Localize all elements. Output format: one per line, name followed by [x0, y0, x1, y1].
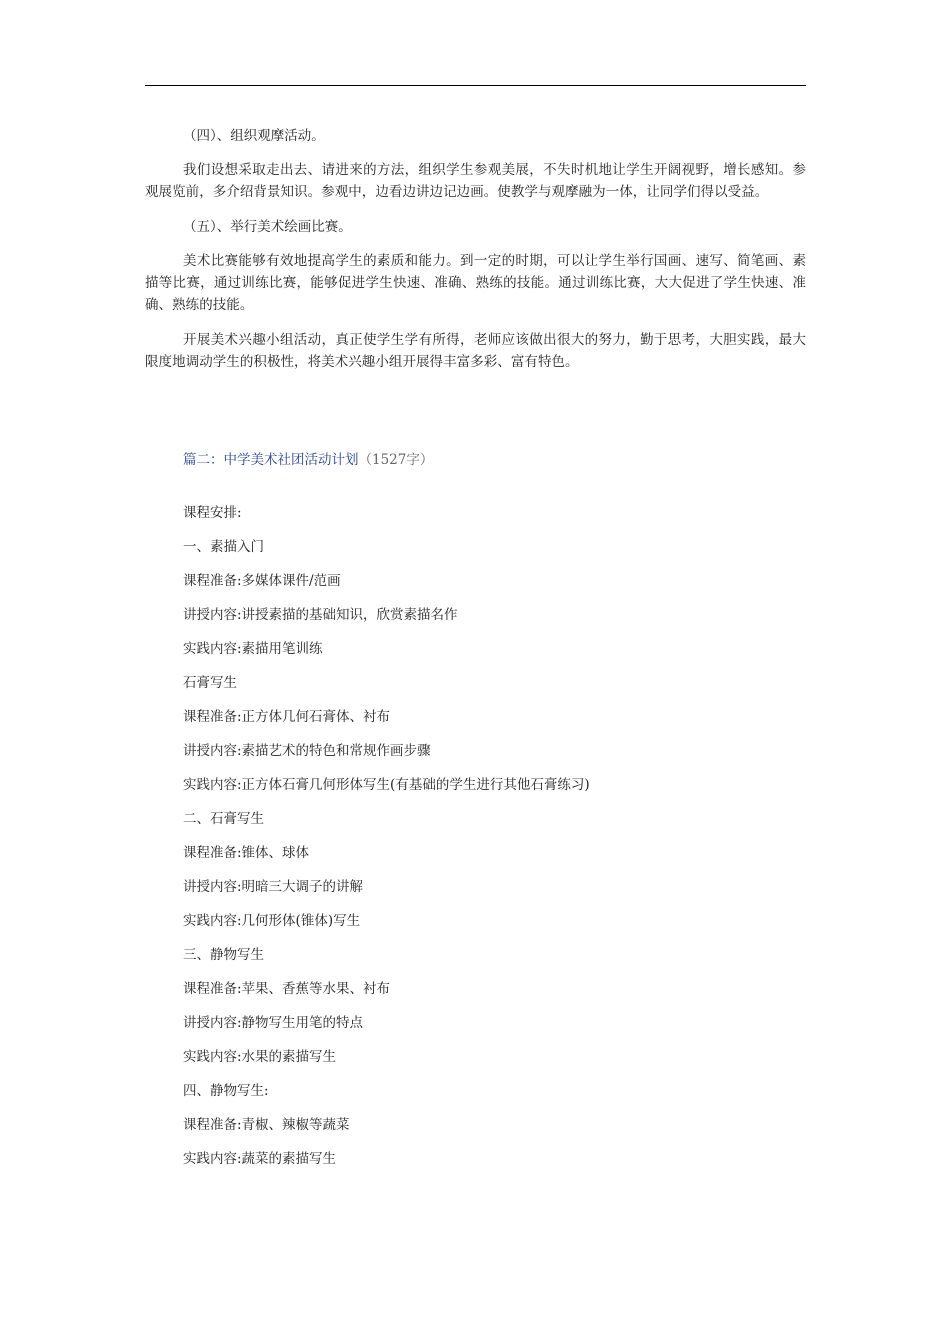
list-item: 课程准备:正方体几何石膏体、衬布	[183, 709, 391, 725]
document-body	[145, 125, 806, 1182]
list-item: 讲授内容:素描艺术的特色和常规作画步骤	[183, 743, 431, 759]
paragraph-contest: 美术比赛能够有效地提高学生的素质和能力。到一定的时期，可以让学生举行国画、速写、简笔画、素描等比赛，通过训练比赛，能够促进学生快速、准确、熟练的技能。通过训练比赛，大大促进了学生快速、准确、熟练的技能。	[145, 253, 806, 313]
list-item: 课程准备:锥体、球体	[183, 845, 310, 861]
list-item: 一、素描入门	[183, 539, 264, 555]
list-item: 讲授内容:明暗三大调子的讲解	[183, 879, 364, 895]
list-item: 四、静物写生:	[183, 1083, 269, 1099]
paragraph-observation: 我们设想采取走出去、请进来的方法，组织学生参观美展，不失时机地让学生开阔视野，增长感知。参观展览前，多介绍背景知识。参观中，边看边讲边记边画。使教学与观摩融为一体，让同学们得以受益。	[145, 162, 806, 200]
list-item: 实践内容:正方体石膏几何形体写生(有基础的学生进行其他石膏练习)	[183, 777, 590, 793]
list-item: 课程准备:苹果、香蕉等水果、衬布	[183, 981, 391, 997]
course-schedule-list	[145, 502, 806, 1182]
word-count: （1527字）	[358, 452, 434, 468]
paragraph-conclusion: 开展美术兴趣小组活动，真正使学生学有所得，老师应该做出很大的努力，勤于思考，大胆实践，最大限度地调动学生的积极性，将美术兴趣小组开展得丰富多彩、富有特色。	[145, 332, 806, 370]
list-item: 三、静物写生	[183, 947, 264, 963]
section-title	[145, 449, 806, 471]
list-item: 课程准备:青椒、辣椒等蔬菜	[183, 1117, 350, 1133]
list-item: 讲授内容:静物写生用笔的特点	[183, 1015, 364, 1031]
section-title-link[interactable]: 篇二：中学美术社团活动计划	[183, 452, 359, 468]
header-rule	[145, 85, 806, 86]
list-item: 课程准备:多媒体课件/范画	[183, 573, 341, 589]
list-item: 实践内容:蔬菜的素描写生	[183, 1151, 337, 1167]
list-item: 实践内容:水果的素描写生	[183, 1049, 337, 1065]
list-item: 实践内容:几何形体(锥体)写生	[183, 913, 361, 929]
list-item: 二、石膏写生	[183, 811, 264, 827]
list-item: 讲授内容:讲授素描的基础知识，欣赏素描名作	[183, 607, 458, 623]
heading-observation-activity: （四）、组织观摩活动。	[183, 128, 325, 144]
list-item: 实践内容:素描用笔训练	[183, 641, 323, 657]
heading-painting-contest: （五）、举行美术绘画比赛。	[183, 219, 352, 235]
list-item: 课程安排:	[183, 505, 242, 521]
list-item: 石膏写生	[183, 675, 237, 691]
